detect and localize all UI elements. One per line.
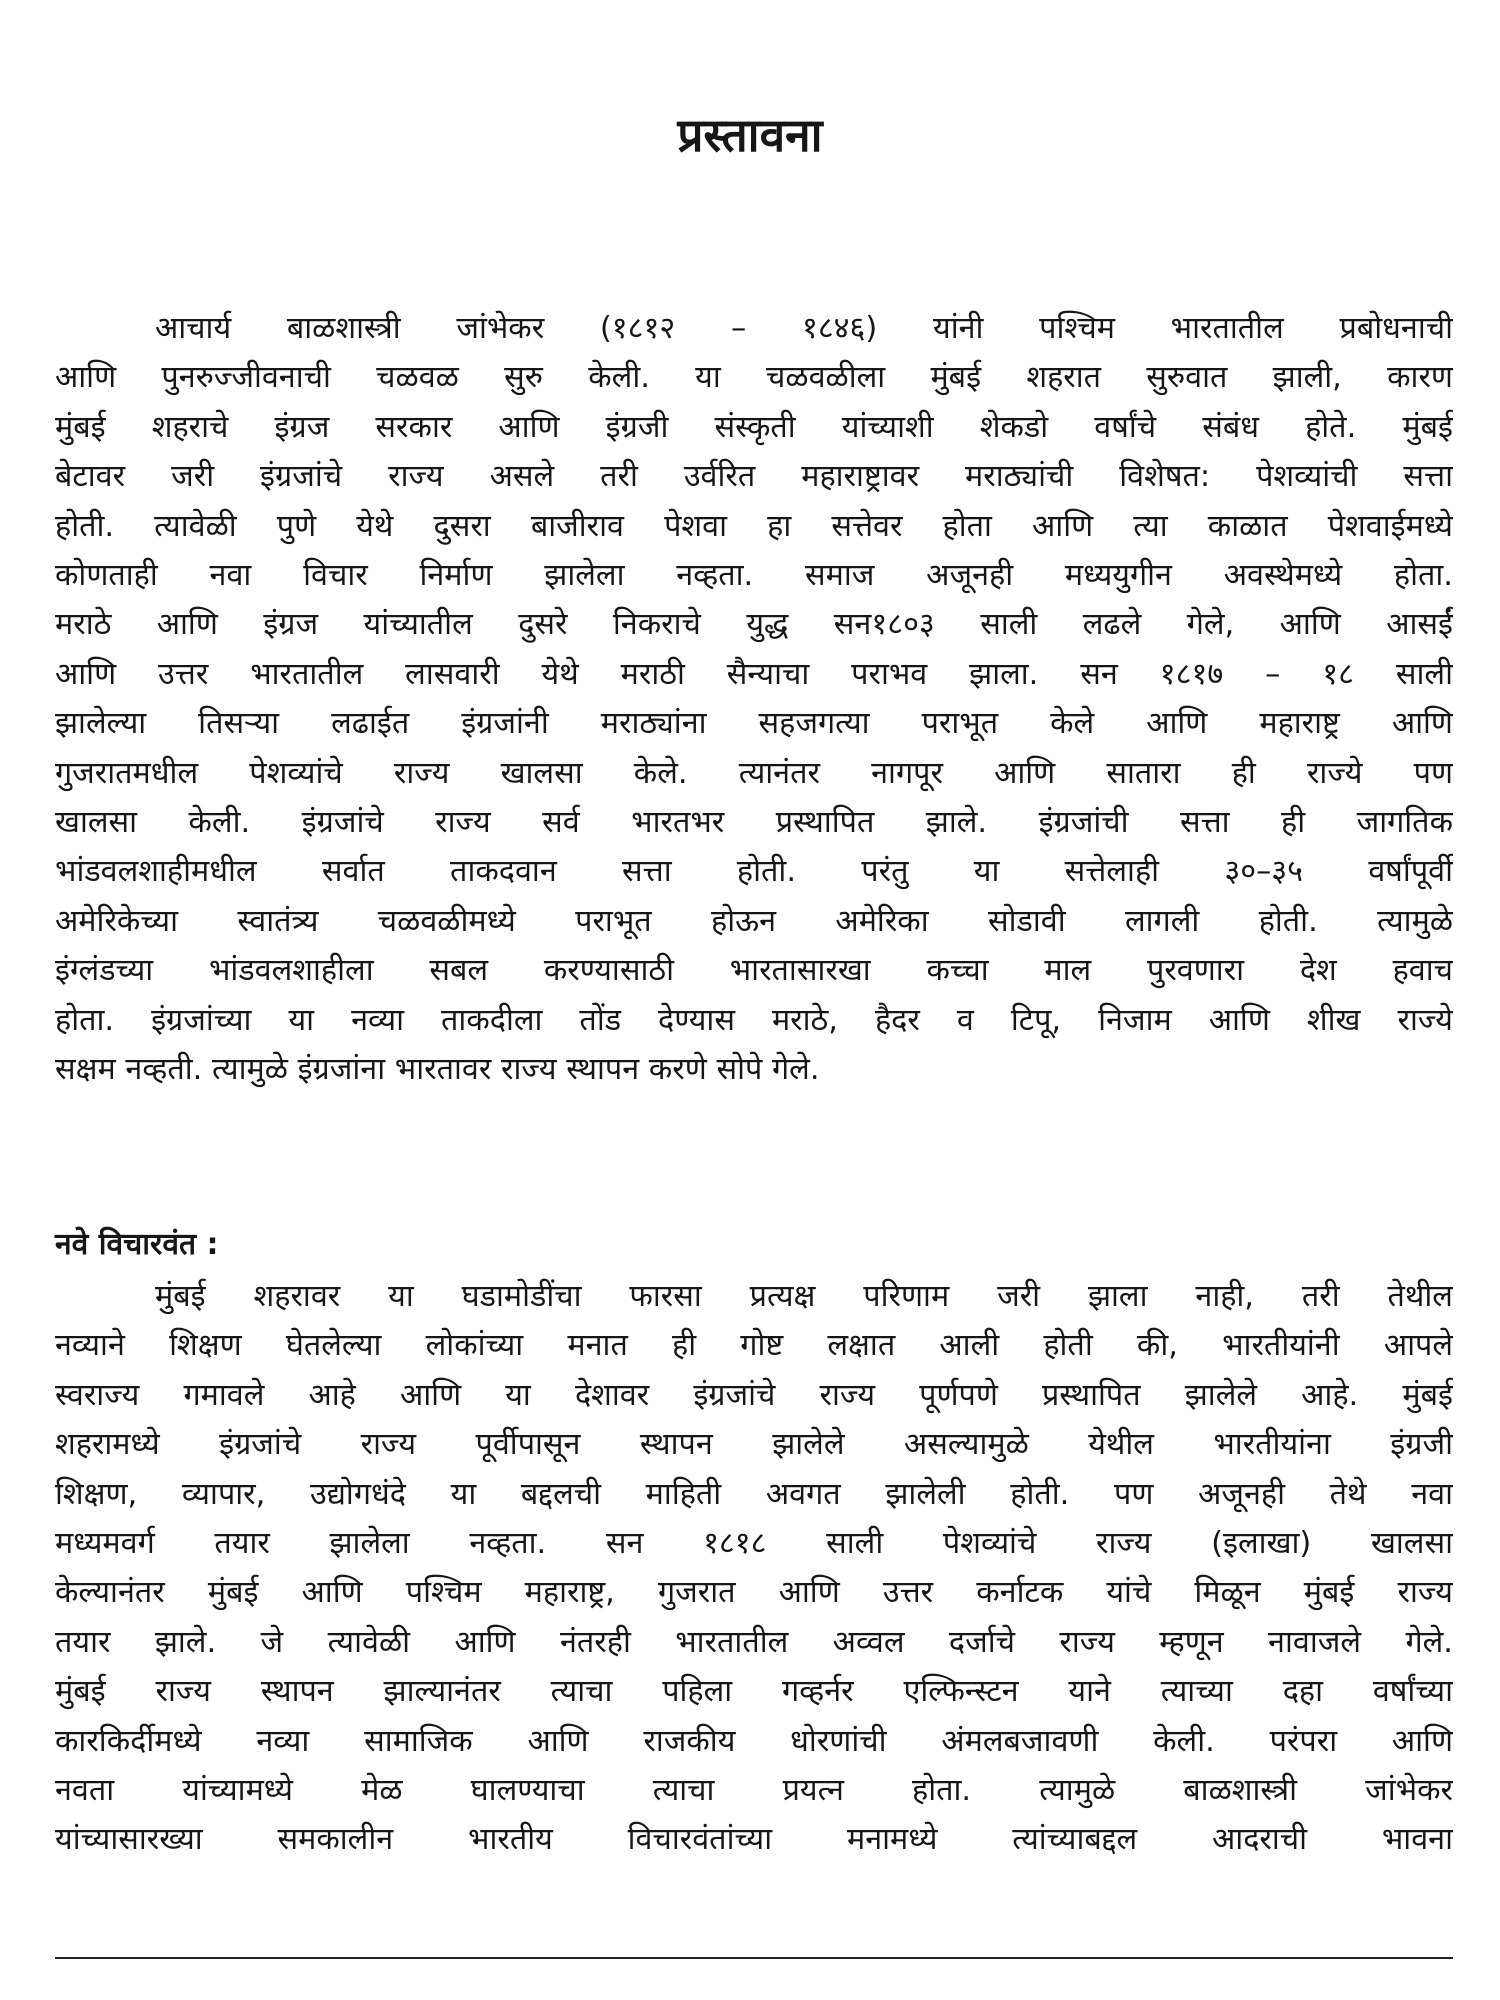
paragraph-line: गुजरातमधील पेशव्यांचे राज्य खालसा केले. त्यानंतर नागपूर आणि सातारा ही राज्ये पण [55,755,1453,791]
paragraph-line: कोणताही नवा विचार निर्माण झालेला नव्हता. समाज अजूनही मध्ययुगीन अवस्थेमध्ये होता. [55,558,1453,594]
paragraph-line: खालसा केली. इंग्रजांचे राज्य सर्व भारतभर प्रस्थापित झाले. इंग्रजांची सत्ता ही जागतिक [55,805,1453,841]
paragraph-line: बेटावर जरी इंग्रजांचे राज्य असले तरी उर्वरित महाराष्ट्रावर मराठ्यांची विशेषत: पेशव्यांची सत्ता [55,459,1453,495]
section-heading: नवे विचारवंत : [55,1227,219,1262]
footnote-divider [55,1957,1453,1959]
paragraph-line: स्वराज्य गमावले आहे आणि या देशावर इंग्रजांचे राज्य पूर्णपणे प्रस्थापित झालेले आहे. मुंबई [55,1377,1453,1413]
paragraph-line: सक्षम नव्हती. त्यामुळे इंग्रजांना भारतावर राज्य स्थापन करणे सोपे गेले. [55,1052,820,1088]
paragraph-line: भांडवलशाहीमधील सर्वात ताकदवान सत्ता होती. परंतु या सत्तेलाही ३०–३५ वर्षांपूर्वी [55,854,1453,890]
paragraph-line: केल्यानंतर मुंबई आणि पश्चिम महाराष्ट्र, गुजरात आणि उत्तर कर्नाटक यांचे मिळून मुंबई राज्य [55,1575,1453,1611]
paragraph-line: शिक्षण, व्यापार, उद्योगधंदे या बद्दलची माहिती अवगत झालेली होती. पण अजूनही तेथे नवा [55,1476,1453,1512]
intro-paragraph [55,304,1453,1095]
paragraph-line: मराठे आणि इंग्रज यांच्यातील दुसरे निकराचे युद्ध सन१८०३ साली लढले गेले, आणि आसईं [55,607,1453,643]
paragraph-line: इंग्लंडच्या भांडवलशाहीला सबल करण्यासाठी भारतासारखा कच्चा माल पुरवणारा देश हवाच [55,953,1453,989]
paragraph-line: होती. त्यावेळी पुणे येथे दुसरा बाजीराव पेशवा हा सत्तेवर होता आणि त्या काळात पेशवाईमध्ये [55,508,1453,544]
paragraph-line: होता. इंग्रजांच्या या नव्या ताकदीला तोंड देण्यास मराठे, हैदर व टिपू, निजाम आणि शीख राज्ये [55,1002,1453,1038]
paragraph-line: मध्यमवर्ग तयार झालेला नव्हता. सन १८१८ साली पेशव्यांचे राज्य (इलाखा) खालसा [55,1526,1453,1562]
paragraph-line: अमेरिकेच्या स्वातंत्र्य चळवळीमध्ये पराभूत होऊन अमेरिका सोडावी लागली होती. त्यामुळे [55,903,1453,939]
page-title: प्रस्तावना [677,108,823,162]
paragraph-line: शहरामध्ये इंग्रजांचे राज्य पूर्वीपासून स्थापन झालेले असल्यामुळे येथील भारतीयांना इंग्रजी [55,1427,1453,1463]
paragraph-line: मुंबई शहरावर या घडामोडींचा फारसा प्रत्यक्ष परिणाम जरी झाला नाही, तरी तेथील [155,1279,1453,1314]
paragraph-line: तयार झाले. जे त्यावेळी आणि नंतरही भारतातील अव्वल दर्जाचे राज्य म्हणून नावाजले गेले. [55,1624,1453,1660]
paragraph-line: यांच्यासारख्या समकालीन भारतीय विचारवंतांच्या मनामध्ये त्यांच्याबद्दल आदराची भावना [55,1822,1453,1858]
paragraph-line: आणि उत्तर भारतातील लासवारी येथे मराठी सैन्याचा पराभव झाला. सन १८१७ – १८ साली [55,656,1453,692]
paragraph-line: नव्याने शिक्षण घेतलेल्या लोकांच्या मनात ही गोष्ट लक्षात आली होती की, भारतीयांनी आपले [55,1328,1453,1364]
paragraph-line: झालेल्या तिसऱ्या लढाईत इंग्रजांनी मराठ्यांना सहजगत्या पराभूत केले आणि महाराष्ट्र आणि [55,706,1453,742]
paragraph-line: आचार्य बाळशास्त्री जांभेकर (१८१२ – १८४६) यांनी पश्चिम भारतातील प्रबोधनाची [155,311,1453,346]
paragraph-line: मुंबई शहराचे इंग्रज सरकार आणि इंग्रजी संस्कृती यांच्याशी शेकडो वर्षांचे संबंध होते. मुंबई [55,409,1453,445]
paragraph-line: नवता यांच्यामध्ये मेळ घालण्याचा त्याचा प्रयत्न होता. त्यामुळे बाळशास्त्री जांभेकर [55,1773,1453,1809]
paragraph-line: मुंबई राज्य स्थापन झाल्यानंतर त्याचा पहिला गव्हर्नर एल्फिन्स्टन याने त्याच्या दहा वर्षांच्या [55,1674,1453,1710]
paragraph-line: आणि पुनरुज्जीवनाची चळवळ सुरु केली. या चळवळीला मुंबई शहरात सुरुवात झाली, कारण [55,360,1453,396]
paragraph-line: कारकिर्दीमध्ये नव्या सामाजिक आणि राजकीय धोरणांची अंमलबजावणी केली. परंपरा आणि [55,1723,1453,1759]
section-paragraph [55,1272,1453,1865]
